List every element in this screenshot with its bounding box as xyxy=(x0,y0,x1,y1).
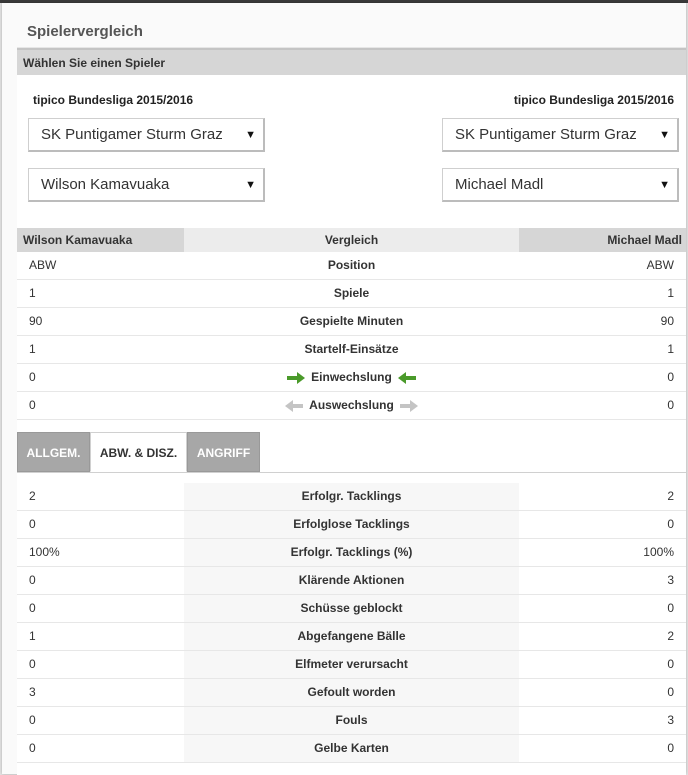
stat-label: Abgefangene Bälle xyxy=(184,623,519,650)
left-value: 0 xyxy=(29,741,36,755)
comparison-row-starts xyxy=(17,336,686,364)
left-value: 0 xyxy=(29,517,36,531)
comparison-header xyxy=(17,228,686,252)
left-value: 0 xyxy=(29,713,36,727)
dropdown-arrow-icon: ▼ xyxy=(659,179,670,191)
left-value: 0 xyxy=(29,398,36,412)
right-value: 3 xyxy=(667,713,674,727)
row-label: Gespielte Minuten xyxy=(299,314,404,328)
comparison-row-games xyxy=(17,280,686,308)
row-label: Spiele xyxy=(333,286,370,300)
stat-row xyxy=(17,595,686,623)
stats-tabs xyxy=(17,432,686,473)
right-value: 2 xyxy=(667,489,674,503)
stat-row xyxy=(17,735,686,763)
left-player-value: Wilson Kamavuaka xyxy=(41,176,170,193)
tab-abwehr-disziplin[interactable]: ABW. & DISZ. xyxy=(90,432,187,472)
left-value: 1 xyxy=(29,286,36,300)
right-player-select[interactable] xyxy=(442,168,679,202)
left-team-value: SK Puntigamer Sturm Graz xyxy=(41,126,223,143)
right-value: ABW xyxy=(646,258,674,272)
stat-label: Gefoult worden xyxy=(184,679,519,706)
stat-label: Erfolglose Tacklings xyxy=(184,511,519,538)
stat-row xyxy=(17,483,686,511)
tab-angriff[interactable]: ANGRIFF xyxy=(187,432,260,472)
stat-row xyxy=(17,539,686,567)
left-value: 0 xyxy=(29,370,36,384)
tab-allgemein[interactable]: ALLGEM. xyxy=(17,432,90,472)
right-league-label: tipico Bundesliga 2015/2016 xyxy=(513,93,674,107)
row-label: Startelf-Einsätze xyxy=(304,342,399,356)
dropdown-arrow-icon: ▼ xyxy=(245,129,256,141)
left-team-select[interactable] xyxy=(28,118,265,152)
right-team-value: SK Puntigamer Sturm Graz xyxy=(455,126,637,143)
arrow-left-icon xyxy=(398,372,416,384)
dropdown-arrow-icon: ▼ xyxy=(659,129,670,141)
stat-label: Elfmeter verursacht xyxy=(184,651,519,678)
stat-label: Gelbe Karten xyxy=(184,735,519,762)
right-value: 3 xyxy=(667,573,674,587)
stat-row xyxy=(17,679,686,707)
stat-label: Fouls xyxy=(184,707,519,734)
right-value: 0 xyxy=(667,685,674,699)
comparison-panel xyxy=(17,47,686,775)
row-label: Auswechslung xyxy=(309,398,394,412)
right-value: 1 xyxy=(667,286,674,300)
comparison-title: Vergleich xyxy=(184,228,519,252)
stat-row xyxy=(17,707,686,735)
right-player-name: Michael Madl xyxy=(607,233,682,247)
right-value: 0 xyxy=(667,370,674,384)
player-comparison-modal xyxy=(2,3,686,774)
stat-label: Klärende Aktionen xyxy=(184,567,519,594)
right-player-value: Michael Madl xyxy=(455,176,544,193)
stat-label: Erfolgr. Tacklings xyxy=(184,483,519,510)
stat-row xyxy=(17,511,686,539)
left-value: 1 xyxy=(29,629,36,643)
comparison-row-position xyxy=(17,252,686,280)
row-label-with-icons xyxy=(184,392,519,419)
left-value: 3 xyxy=(29,685,36,699)
right-value: 0 xyxy=(667,601,674,615)
left-value: 0 xyxy=(29,573,36,587)
row-label-with-icons xyxy=(184,364,519,391)
comparison-row-sub-in xyxy=(17,364,686,392)
stat-row xyxy=(17,651,686,679)
dropdown-arrow-icon: ▼ xyxy=(245,179,256,191)
stat-label: Schüsse geblockt xyxy=(184,595,519,622)
right-value: 0 xyxy=(667,517,674,531)
comparison-row-minutes xyxy=(17,308,686,336)
left-league-label: tipico Bundesliga 2015/2016 xyxy=(33,93,194,107)
right-team-select[interactable] xyxy=(442,118,679,152)
left-player-select[interactable] xyxy=(28,168,265,202)
right-value: 100% xyxy=(643,545,674,559)
comparison-row-sub-out xyxy=(17,392,686,420)
arrow-left-icon xyxy=(285,400,303,412)
right-value: 0 xyxy=(667,657,674,671)
select-player-header: Wählen Sie einen Spieler xyxy=(17,48,686,75)
right-value: 90 xyxy=(660,314,674,328)
right-value: 1 xyxy=(667,342,674,356)
row-label: Position xyxy=(327,258,376,272)
left-value: 90 xyxy=(29,314,43,328)
left-value: 2 xyxy=(29,489,36,503)
modal-title: Spielervergleich xyxy=(27,23,143,40)
stat-row xyxy=(17,567,686,595)
left-value: 1 xyxy=(29,342,36,356)
arrow-right-icon xyxy=(400,400,418,412)
left-value: 0 xyxy=(29,657,36,671)
stat-label: Erfolgr. Tacklings (%) xyxy=(184,539,519,566)
row-label: Einwechslung xyxy=(311,370,392,384)
stat-row xyxy=(17,623,686,651)
left-value: 100% xyxy=(29,545,60,559)
left-player-name: Wilson Kamavuaka xyxy=(23,233,133,247)
arrow-right-icon xyxy=(287,372,305,384)
left-value: 0 xyxy=(29,601,36,615)
right-value: 2 xyxy=(667,629,674,643)
right-value: 0 xyxy=(667,398,674,412)
right-value: 0 xyxy=(667,741,674,755)
left-value: ABW xyxy=(29,258,57,272)
